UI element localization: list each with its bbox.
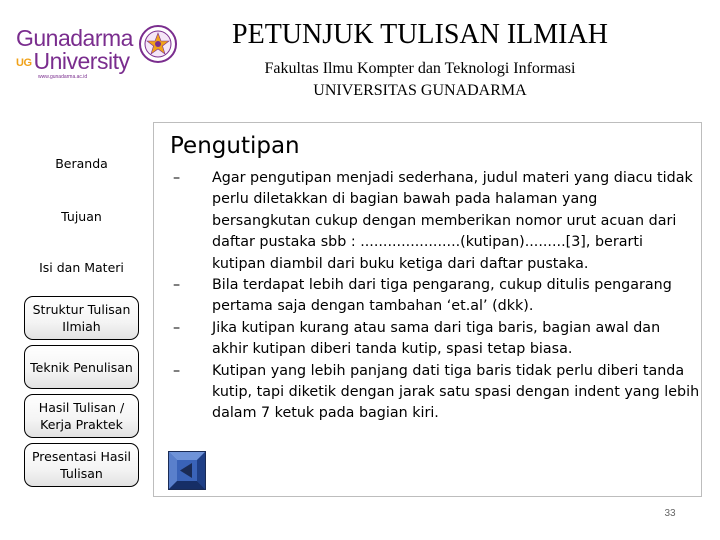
logo-university-word: University bbox=[33, 48, 130, 74]
logo-ug-mark: UG bbox=[16, 56, 32, 69]
page-subtitle bbox=[160, 58, 680, 102]
sidebar-item-isi-dan-materi[interactable] bbox=[24, 250, 139, 284]
subtitle-university: UNIVERSITAS GUNADARMA bbox=[313, 82, 527, 99]
bullet-marker: – bbox=[173, 277, 181, 294]
bullet-marker: – bbox=[173, 362, 181, 379]
logo-line-2 bbox=[16, 50, 133, 74]
sidebar-item-label: Struktur Tulisan Ilmiah bbox=[32, 302, 131, 334]
bullet-marker: – bbox=[173, 170, 181, 186]
home-button[interactable] bbox=[168, 451, 206, 490]
list-item bbox=[170, 275, 700, 318]
logo-line-1: Gunadarma bbox=[16, 25, 133, 51]
sidebar-item-label: Tujuan bbox=[61, 208, 102, 224]
bullet-text: Agar pengutipan menjadi sederhana, judul materi yang diacu tidak perlu diletakkan di bagian bawah pada halaman yang bersangkutan cukup dengan memberikan nomor urut acuan dari daftar pustaka sbb : ......................(kutipan).........[3], berarti kutipan diambil dari buku ketiga dari daftar pustaka. bbox=[212, 170, 693, 272]
bullet-text: Kutipan yang lebih panjang dati tiga baris tidak perlu diberi tanda kutip, tapi diketik dengan jarak satu spasi dengan indent yang lebih dalam 7 ketuk pada bagian kiri. bbox=[212, 362, 700, 422]
bullet-text: Jika kutipan kurang atau sama dari tiga baris, bagian awal dan akhir kutipan diberi tanda kutip, spasi tetap biasa. bbox=[212, 319, 661, 358]
logo-wordmark bbox=[16, 26, 133, 81]
sidebar-item-label: Presentasi Hasil Tulisan bbox=[31, 449, 132, 481]
page-title: PETUNJUK TULISAN ILMIAH bbox=[232, 19, 608, 50]
section-heading: Pengutipan bbox=[170, 133, 300, 159]
sidebar-item-tujuan[interactable] bbox=[24, 199, 139, 233]
university-logo bbox=[14, 22, 164, 78]
page-number: 33 bbox=[664, 508, 676, 519]
subtitle-faculty: Fakultas Ilmu Kompter dan Teknologi Informasi bbox=[264, 60, 576, 77]
sidebar-item-label: Hasil Tulisan / Kerja Praktek bbox=[38, 400, 125, 432]
sidebar-item-hasil-tulisan[interactable] bbox=[24, 394, 139, 438]
list-item bbox=[170, 168, 700, 275]
bullet-marker: – bbox=[173, 319, 181, 336]
list-item bbox=[170, 361, 700, 425]
sidebar-item-label: Teknik Penulisan bbox=[30, 359, 133, 375]
sidebar-item-beranda[interactable] bbox=[24, 146, 139, 180]
bullet-text: Bila terdapat lebih dari tiga pengarang, cukup ditulis pengarang pertama saja dengan tambahan ‘et.al’ (dkk). bbox=[212, 277, 672, 315]
home-arrow-icon bbox=[169, 452, 205, 489]
sidebar-item-label: Isi dan Materi bbox=[39, 259, 124, 275]
bullet-list bbox=[170, 168, 700, 425]
sidebar-item-teknik-penulisan[interactable] bbox=[24, 345, 139, 389]
list-item bbox=[170, 318, 700, 361]
sidebar-item-presentasi-hasil-tulisan[interactable] bbox=[24, 443, 139, 487]
logo-url: www.gunadarma.ac.id bbox=[38, 73, 88, 80]
sidebar-item-label: Beranda bbox=[55, 155, 108, 171]
sidebar-item-struktur-tulisan-ilmiah[interactable] bbox=[24, 296, 139, 340]
